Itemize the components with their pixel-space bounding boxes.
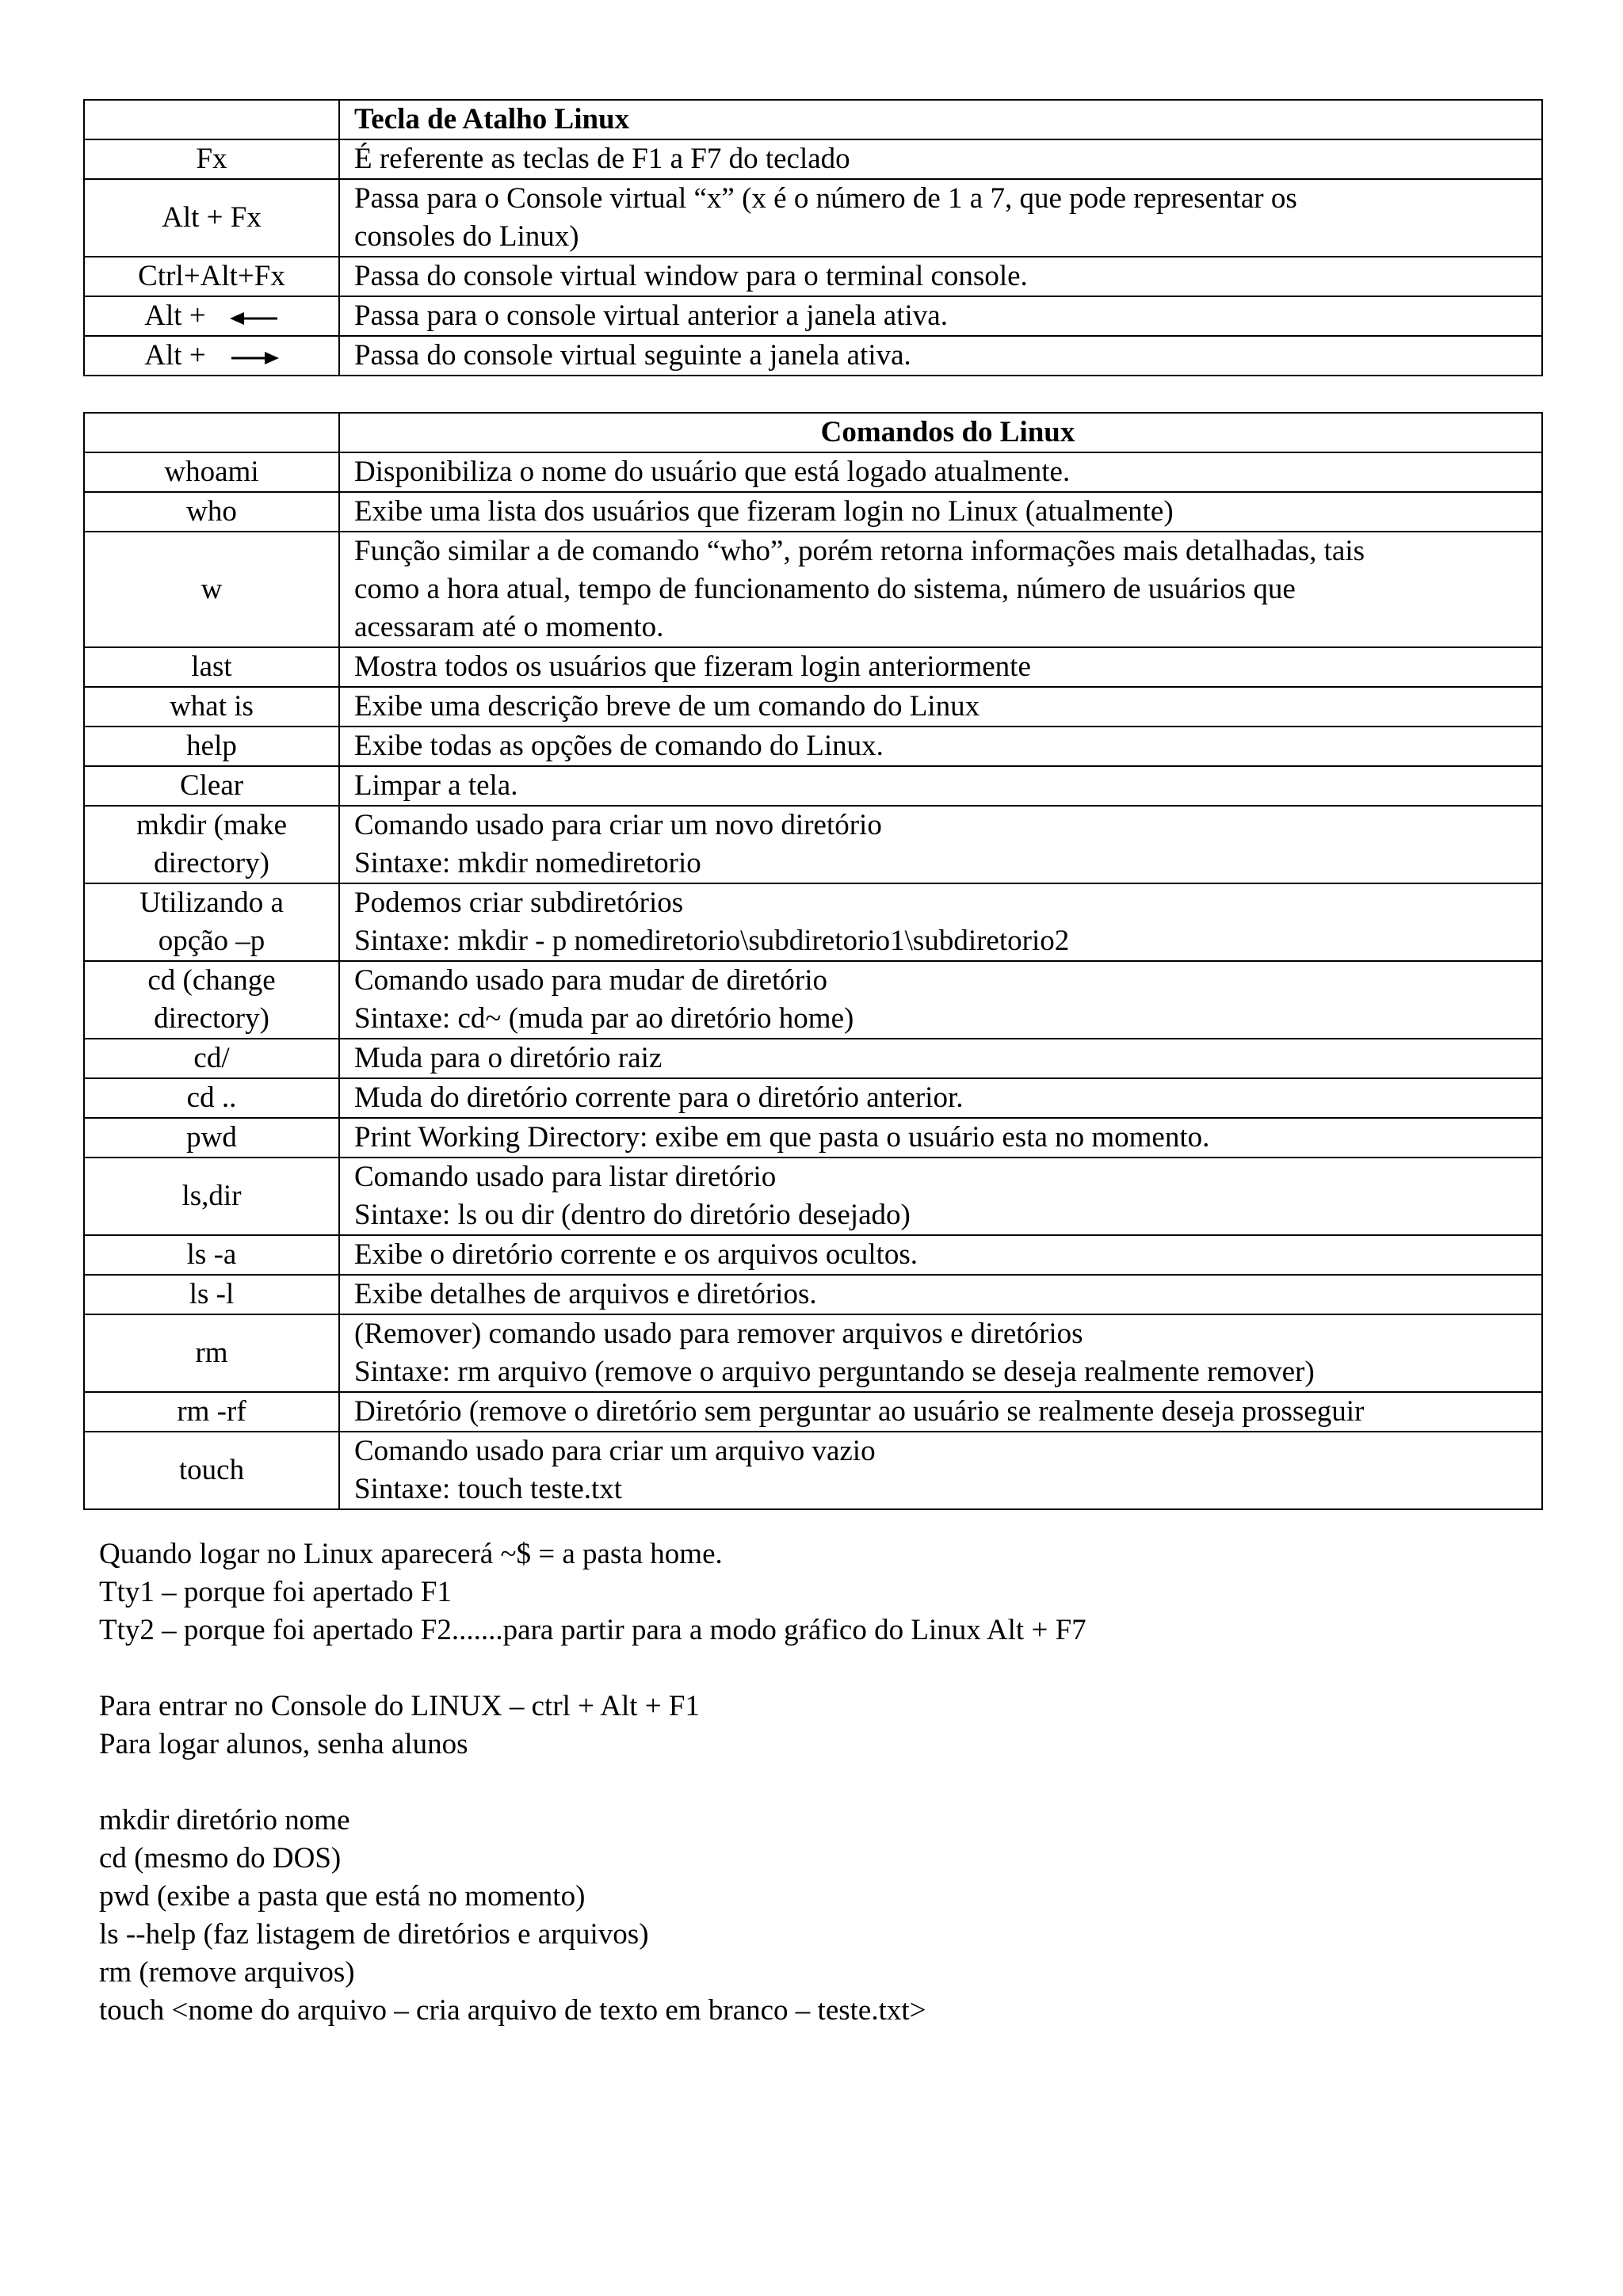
- command-name: pwd: [84, 1118, 339, 1158]
- command-desc: Exibe todas as opções de comando do Linux.: [339, 727, 1542, 766]
- note-line: Quando logar no Linux aparecerá ~$ = a pasta home.: [99, 1538, 723, 1570]
- command-name: help: [84, 727, 339, 766]
- table-row: [84, 727, 1542, 766]
- shortcut-desc: É referente as teclas de F1 a F7 do teclado: [339, 139, 1542, 179]
- command-name: ls -l: [84, 1275, 339, 1314]
- table-row: [84, 1118, 1542, 1158]
- table-row: [84, 1078, 1542, 1118]
- shortcut-desc: Passa para o Console virtual “x” (x é o número de 1 a 7, que pode representar os consoles do Linux): [339, 179, 1542, 257]
- command-desc: Muda do diretório corrente para o diretório anterior.: [339, 1078, 1542, 1118]
- table-row: [84, 883, 1542, 961]
- command-desc: Comando usado para mudar de diretório Sintaxe: cd~ (muda par ao diretório home): [339, 961, 1542, 1039]
- command-desc: (Remover) comando usado para remover arquivos e diretórios Sintaxe: rm arquivo (remove o arquivo perguntando se deseja realmente remover): [339, 1314, 1542, 1392]
- shortcut-key: Alt +: [144, 299, 206, 332]
- note-line: rm (remove arquivos): [99, 1956, 355, 1989]
- shortcuts-table: [83, 99, 1543, 376]
- command-desc: Mostra todos os usuários que fizeram login anteriormente: [339, 647, 1542, 687]
- command-name: last: [84, 647, 339, 687]
- command-desc: Exibe o diretório corrente e os arquivos ocultos.: [339, 1235, 1542, 1275]
- shortcut-key: Alt +: [144, 339, 206, 372]
- table-row: [84, 1275, 1542, 1314]
- table-row: [84, 687, 1542, 727]
- command-name: Clear: [84, 766, 339, 806]
- command-desc: Comando usado para criar um arquivo vazio Sintaxe: touch teste.txt: [339, 1432, 1542, 1509]
- note-line: pwd (exibe a pasta que está no momento): [99, 1880, 586, 1913]
- note-line: Para entrar no Console do LINUX – ctrl + Alt + F1: [99, 1690, 700, 1722]
- command-desc: Comando usado para listar diretório Sintaxe: ls ou dir (dentro do diretório desejado): [339, 1158, 1542, 1235]
- table-header-row: [84, 413, 1542, 452]
- note-line: touch <nome do arquivo – cria arquivo de texto em branco – teste.txt>: [99, 1994, 926, 2027]
- command-name: ls -a: [84, 1235, 339, 1275]
- shortcut-desc: Passa do console virtual seguinte a janela ativa.: [339, 336, 1542, 376]
- table-row: [84, 1235, 1542, 1275]
- command-desc: Limpar a tela.: [339, 766, 1542, 806]
- shortcut-key-cell: [84, 296, 339, 336]
- table-row: [84, 139, 1542, 179]
- header-empty-cell: [84, 413, 339, 452]
- command-name: Utilizando a opção –p: [84, 883, 339, 961]
- shortcut-key-cell: [84, 336, 339, 376]
- table-row: [84, 766, 1542, 806]
- note-line: ls --help (faz listagem de diretórios e arquivos): [99, 1918, 649, 1951]
- paragraph-gap: [99, 1650, 1526, 1688]
- table-row: [84, 647, 1542, 687]
- command-desc: Exibe uma descrição breve de um comando do Linux: [339, 687, 1542, 727]
- shortcut-desc: Passa do console virtual window para o terminal console.: [339, 257, 1542, 296]
- note-line: mkdir diretório nome: [99, 1804, 350, 1836]
- command-desc: Print Working Directory: exibe em que pasta o usuário esta no momento.: [339, 1118, 1542, 1158]
- shortcut-key: Ctrl+Alt+Fx: [84, 257, 339, 296]
- command-name: rm -rf: [84, 1392, 339, 1432]
- command-name: ls,dir: [84, 1158, 339, 1235]
- note-line: Para logar alunos, senha alunos: [99, 1728, 468, 1760]
- note-line: Tty1 – porque foi apertado F1: [99, 1576, 452, 1608]
- table-row: [84, 296, 1542, 336]
- table-row: [84, 452, 1542, 492]
- command-desc: Podemos criar subdiretórios Sintaxe: mkdir - p nomediretorio\subdiretorio1\subdiretorio2: [339, 883, 1542, 961]
- notes-section: [99, 1535, 1526, 2030]
- right-arrow-icon: [230, 350, 279, 366]
- note-line: cd (mesmo do DOS): [99, 1842, 342, 1875]
- table-header-row: [84, 100, 1542, 139]
- command-name: touch: [84, 1432, 339, 1509]
- table-row: [84, 1432, 1542, 1509]
- table-row: [84, 492, 1542, 532]
- shortcut-key: Fx: [84, 139, 339, 179]
- command-name: rm: [84, 1314, 339, 1392]
- command-name: cd/: [84, 1039, 339, 1078]
- command-name: what is: [84, 687, 339, 727]
- command-desc: Exibe uma lista dos usuários que fizeram login no Linux (atualmente): [339, 492, 1542, 532]
- table-row: [84, 336, 1542, 376]
- table-row: [84, 1392, 1542, 1432]
- table-row: [84, 257, 1542, 296]
- shortcut-desc: Passa para o console virtual anterior a janela ativa.: [339, 296, 1542, 336]
- table-row: [84, 806, 1542, 883]
- table-row: [84, 1158, 1542, 1235]
- command-name: cd (change directory): [84, 961, 339, 1039]
- command-desc: Função similar a de comando “who”, porém retorna informações mais detalhadas, tais como a hora atual, tempo de funcionamento do sistema, número de usuários que acessaram até o momento.: [339, 532, 1542, 647]
- paragraph-gap: [99, 1764, 1526, 1802]
- command-desc: Muda para o diretório raiz: [339, 1039, 1542, 1078]
- command-name: cd ..: [84, 1078, 339, 1118]
- table-row: [84, 532, 1542, 647]
- command-name: mkdir (make directory): [84, 806, 339, 883]
- command-name: whoami: [84, 452, 339, 492]
- table-row: [84, 1039, 1542, 1078]
- command-desc: Exibe detalhes de arquivos e diretórios.: [339, 1275, 1542, 1314]
- left-arrow-icon: [230, 311, 279, 326]
- command-desc: Disponibiliza o nome do usuário que está logado atualmente.: [339, 452, 1542, 492]
- table-row: [84, 1314, 1542, 1392]
- shortcuts-title: Tecla de Atalho Linux: [339, 100, 1542, 139]
- command-desc: Comando usado para criar um novo diretório Sintaxe: mkdir nomediretorio: [339, 806, 1542, 883]
- table-row: [84, 961, 1542, 1039]
- command-name: w: [84, 532, 339, 647]
- shortcut-key: Alt + Fx: [84, 179, 339, 257]
- command-desc: Diretório (remove o diretório sem perguntar ao usuário se realmente deseja prosseguir: [339, 1392, 1542, 1432]
- table-row: [84, 179, 1542, 257]
- commands-title: Comandos do Linux: [339, 413, 1542, 452]
- commands-table: [83, 412, 1543, 1510]
- command-name: who: [84, 492, 339, 532]
- note-line: Tty2 – porque foi apertado F2.......para partir para a modo gráfico do Linux Alt + F7: [99, 1614, 1086, 1646]
- header-empty-cell: [84, 100, 339, 139]
